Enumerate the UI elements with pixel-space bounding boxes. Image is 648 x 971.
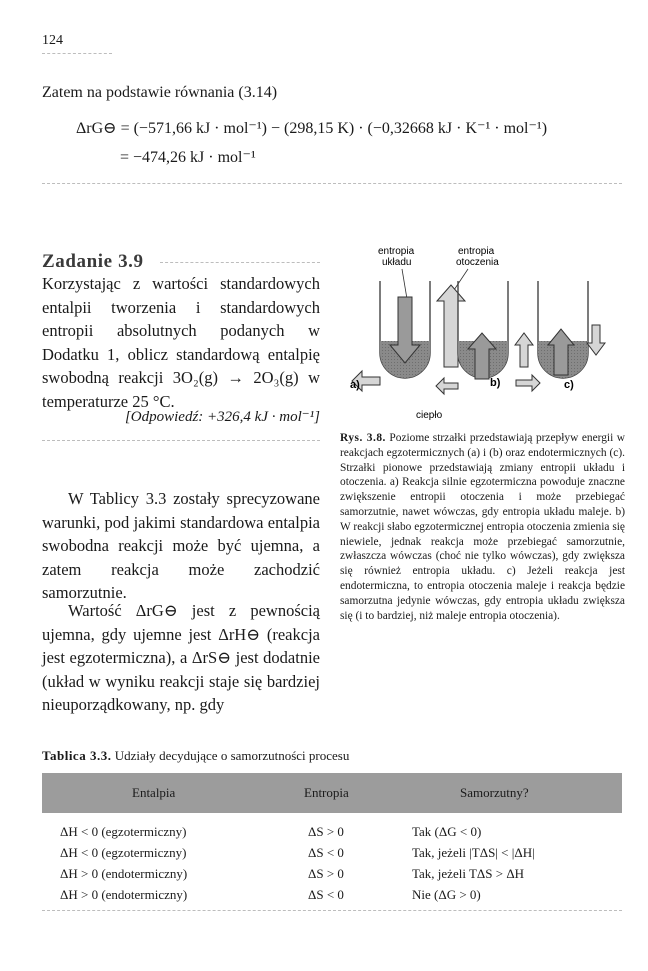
- cell-spontaneous: Tak, jeżeli TΔS > ΔH: [412, 866, 525, 881]
- panel-a-tube: [352, 281, 465, 391]
- figure-caption: [340, 431, 625, 623]
- table-bottom-rule: [42, 910, 622, 911]
- table-row: [42, 866, 622, 887]
- panel-a-label: a): [350, 379, 360, 391]
- cell-enthalpy: ΔH > 0 (endotermiczny): [60, 887, 188, 902]
- panel-c-heat-arrow: [516, 375, 540, 391]
- cell-entropy: ΔS > 0: [308, 866, 344, 881]
- label-surroundings-entropy-1: entropia: [458, 246, 495, 257]
- entropy-figure: [340, 245, 625, 425]
- cell-enthalpy: ΔH < 0 (egzotermiczny): [60, 824, 187, 839]
- cell-enthalpy: ΔH > 0 (endotermiczny): [60, 866, 188, 881]
- panel-b-heat-arrow: [436, 378, 458, 394]
- cell-entropy: ΔS > 0: [308, 824, 344, 839]
- panel-c-label: c): [564, 379, 574, 391]
- equation-line-1: ΔrG⊖ = (−571,66 kJ · mol⁻¹) − (298,15 K) · (−0,32668 kJ · K⁻¹ · mol⁻¹): [76, 120, 548, 137]
- panel-c-down-arrow: [587, 325, 605, 355]
- label-system-entropy-1: entropia: [378, 246, 415, 257]
- page-number: 124: [42, 33, 63, 48]
- panel-c-tube: [516, 281, 605, 391]
- cell-entropy: ΔS < 0: [308, 887, 344, 902]
- exercise-title: Zadanie 3.9: [42, 251, 144, 272]
- exercise-title-rule: [160, 262, 320, 263]
- exercise-body: Korzystając z wartości standardowych entalpii tworzenia i standardowych entropii absolutnych podanych w Dodatku 1, oblicz standardową entalpię swobodną reakcji 3O₂(g) → 2O₃(g) w temperaturze 25 °C.: [42, 274, 320, 411]
- cell-enthalpy: ΔH < 0 (egzotermiczny): [60, 845, 187, 860]
- section-divider: [42, 183, 622, 184]
- panel-b-small-up-arrow: [515, 333, 533, 367]
- paragraph-2: Wartość ΔrG⊖ jest z pewnością ujemna, gdy ujemne jest ΔrH⊖ (reakcja jest egzotermiczna), a ΔrS⊖ jest dodatnie (układ w wyniku reakcji staje się bardziej nieuporządkowany, np. gdy: [42, 601, 320, 714]
- header-rule: [42, 53, 112, 54]
- header-enthalpy: Entalpia: [132, 785, 176, 800]
- table-row: [42, 845, 622, 866]
- table-caption: Udziały decydujące o samorzutności procesu: [114, 748, 350, 763]
- cell-spontaneous: Nie (ΔG > 0): [412, 887, 481, 902]
- table-row: [42, 824, 622, 845]
- label-system-entropy-2: układu: [382, 257, 412, 268]
- paragraph-1: W Tablicy 3.3 zostały sprecyzowane warunki, pod jakimi standardowa entalpia swobodna reakcji może być ujemna, a zatem reakcja może zachodzić samorzutnie.: [42, 489, 320, 602]
- table-title: [42, 748, 349, 764]
- caption-text: Poziome strzałki przedstawiają przepływ energii w reakcjach egzotermicznych (a) i (b) oraz endotermicznych (c). Strzałki pionowe przedstawiają zmiany entropii układu i otoczenia. a) Reakcja silnie egzotermiczna powoduje znaczne zwiększenie entropii otoczenia i może przebiegać samorzutnie, nawet wówczas, gdy entropia układu maleje. b) W reakcji słabo egzotermicznej entropia otoczenia zmienia się niewiele, jednak reakcja może przebiegać samorzutnie, zwłaszcza wówczas (choć nie tylko wówczas), gdy zwiększa się również entropia układu. c) Jeżeli reakcja jest endotermiczna, to entropia otoczenia maleje i reakcja będzie samorzutna jedynie wówczas, gdy entropia układu zwiększa się (i to bardziej, niż maleje entropia otoczenia).: [340, 432, 625, 622]
- header-spontaneous: Samorzutny?: [460, 785, 529, 800]
- exercise-answer: [Odpowiedź: +326,4 kJ · mol⁻¹]: [124, 409, 320, 425]
- intro-text: Zatem na podstawie równania (3.14): [42, 84, 278, 101]
- panel-b-label: b): [490, 377, 501, 389]
- label-surroundings-entropy-2: otoczenia: [456, 257, 499, 268]
- equation-line-2: = −474,26 kJ · mol⁻¹: [120, 149, 256, 166]
- cell-spontaneous: Tak (ΔG < 0): [412, 824, 482, 839]
- table-label: Tablica 3.3.: [42, 748, 112, 763]
- label-heat: ciepło: [416, 410, 443, 421]
- cell-spontaneous: Tak, jeżeli |TΔS| < |ΔH|: [412, 845, 535, 860]
- caption-label: Rys. 3.8.: [340, 432, 386, 444]
- table-row: [42, 887, 622, 908]
- exercise-end-rule: [42, 440, 320, 441]
- header-entropy: Entropia: [304, 785, 349, 800]
- table-header: [42, 773, 622, 813]
- cell-entropy: ΔS < 0: [308, 845, 344, 860]
